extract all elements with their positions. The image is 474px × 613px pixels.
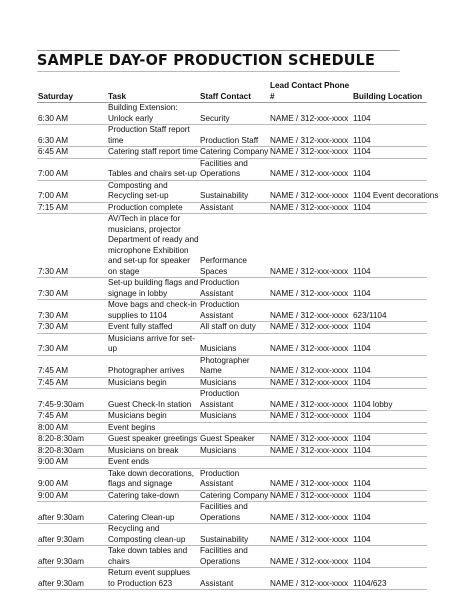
cell-time: 9:00 AM bbox=[37, 468, 107, 490]
table-row bbox=[37, 422, 427, 434]
cell-phone bbox=[269, 457, 352, 469]
cell-staff: Production Assistant bbox=[199, 389, 269, 411]
cell-location: 1104 bbox=[352, 125, 427, 147]
table-header-row bbox=[37, 81, 427, 103]
cell-time: after 9:30am bbox=[37, 502, 107, 524]
cell-staff: Security bbox=[199, 103, 269, 125]
cell-location: 1104 bbox=[352, 434, 427, 446]
cell-location: 1104 bbox=[352, 445, 427, 457]
table-row bbox=[37, 490, 427, 502]
cell-time: after 9:30am bbox=[37, 546, 107, 568]
cell-location bbox=[352, 457, 427, 469]
cell-time: 7:45-9:30am bbox=[37, 389, 107, 411]
table-row bbox=[37, 125, 427, 147]
cell-time: 9:00 AM bbox=[37, 457, 107, 469]
cell-location: 1104 bbox=[352, 158, 427, 180]
cell-time: after 9:30am bbox=[37, 524, 107, 546]
cell-task: Production complete bbox=[107, 202, 199, 214]
cell-location: 1104 Event decorations bbox=[352, 180, 427, 202]
cell-phone: NAME / 312-xxx-xxxx bbox=[269, 158, 352, 180]
cell-staff: All staff on duty bbox=[199, 322, 269, 334]
cell-staff: Catering Company bbox=[200, 490, 269, 500]
cell-location: 1104 bbox=[352, 355, 427, 377]
cell-staff: Facilities and Operations bbox=[199, 546, 269, 568]
table-row bbox=[37, 103, 427, 125]
cell-phone: NAME / 312-xxx-xxxx bbox=[269, 389, 352, 411]
table-row bbox=[37, 355, 427, 377]
cell-task: Return event supplues to Production 623 bbox=[107, 568, 199, 590]
cell-staff: Musicians bbox=[199, 377, 269, 389]
table-row bbox=[37, 300, 427, 322]
cell-phone: NAME / 312-xxx-xxxx bbox=[269, 377, 352, 389]
table-row bbox=[37, 546, 427, 568]
cell-phone: NAME / 312-xxx-xxxx bbox=[269, 490, 352, 502]
column-header-phone: Lead Contact Phone # bbox=[269, 81, 352, 103]
cell-location: 1104 bbox=[352, 468, 427, 490]
cell-time: 7:30 AM bbox=[37, 214, 107, 278]
cell-location: 1104 bbox=[352, 546, 427, 568]
cell-phone: NAME / 312-xxx-xxxx bbox=[269, 214, 352, 278]
cell-staff: Production Assistant bbox=[199, 300, 269, 322]
cell-location: 1104 bbox=[352, 490, 427, 502]
cell-time: 6:45 AM bbox=[37, 147, 107, 159]
cell-location: 623/1104 bbox=[352, 300, 427, 322]
cell-phone: NAME / 312-xxx-xxxx bbox=[269, 180, 352, 202]
cell-location: 1104/623 bbox=[352, 568, 427, 590]
cell-time: 7:00 AM bbox=[37, 180, 107, 202]
table-row bbox=[37, 147, 427, 159]
table-row bbox=[37, 445, 427, 457]
schedule-table bbox=[37, 81, 439, 590]
cell-task: Catering staff report time bbox=[108, 147, 198, 156]
cell-location: 1104 bbox=[352, 214, 427, 278]
cell-phone: NAME / 312-xxx-xxxx bbox=[269, 434, 352, 446]
cell-location: 1104 bbox=[352, 278, 427, 300]
cell-staff: Facilities and Operations bbox=[199, 158, 269, 180]
cell-task: Building Extension: Unlock early bbox=[107, 103, 199, 125]
cell-staff: Assistant bbox=[199, 568, 269, 590]
cell-task: Musicians begin bbox=[107, 411, 199, 423]
table-row bbox=[37, 568, 427, 590]
cell-phone: NAME / 312-xxx-xxxx bbox=[269, 333, 352, 355]
table-row bbox=[37, 411, 427, 423]
cell-staff: Musicians bbox=[199, 333, 269, 355]
cell-time: 7:30 AM bbox=[37, 278, 107, 300]
table-row bbox=[37, 502, 427, 524]
cell-phone: NAME / 312-xxx-xxxx bbox=[269, 468, 352, 490]
cell-phone: NAME / 312-xxx-xxxx bbox=[269, 546, 352, 568]
column-header-day: Saturday bbox=[37, 81, 107, 103]
cell-task: Tables and chairs set-up bbox=[107, 158, 199, 180]
cell-time: 8:20-8:30am bbox=[37, 434, 107, 446]
table-row bbox=[37, 202, 427, 214]
cell-task: Guest speaker greetings bbox=[108, 434, 198, 443]
cell-staff: Production Assistant bbox=[199, 278, 269, 300]
table-row bbox=[37, 389, 427, 411]
table-row bbox=[37, 468, 427, 490]
table-row bbox=[37, 333, 427, 355]
cell-location: 1104 bbox=[352, 103, 427, 125]
cell-phone: NAME / 312-xxx-xxxx bbox=[269, 300, 352, 322]
table-row bbox=[37, 377, 427, 389]
cell-staff: Sustainability bbox=[199, 180, 269, 202]
cell-staff: Facilities and Operations bbox=[199, 502, 269, 524]
cell-task: Recycling and Composting clean-up bbox=[107, 524, 199, 546]
column-header-location: Building Location bbox=[352, 81, 427, 103]
cell-phone: NAME / 312-xxx-xxxx bbox=[269, 355, 352, 377]
cell-staff: Sustainability bbox=[199, 524, 269, 546]
cell-phone: NAME / 312-xxx-xxxx bbox=[269, 411, 352, 423]
cell-staff: Photographer Name bbox=[199, 355, 269, 377]
cell-time: 7:30 AM bbox=[37, 333, 107, 355]
cell-phone: NAME / 312-xxx-xxxx bbox=[269, 568, 352, 590]
cell-time: 7:45 AM bbox=[37, 411, 107, 423]
cell-time: 6:30 AM bbox=[37, 125, 107, 147]
cell-phone: NAME / 312-xxx-xxxx bbox=[269, 322, 352, 334]
cell-staff: Production Staff bbox=[199, 125, 269, 147]
cell-staff: Performance Spaces bbox=[199, 214, 269, 278]
cell-task: Photographer arrives bbox=[107, 355, 199, 377]
cell-location: 1104 bbox=[352, 322, 427, 334]
cell-time: 7:45 AM bbox=[37, 355, 107, 377]
cell-task: Composting and Recycling set-up bbox=[107, 180, 199, 202]
table-row bbox=[37, 322, 427, 334]
cell-time: 7:30 AM bbox=[37, 322, 107, 334]
cell-task: Take down decorations, flags and signage bbox=[107, 468, 199, 490]
cell-phone: NAME / 312-xxx-xxxx bbox=[269, 125, 352, 147]
cell-task: Musicians begin bbox=[107, 377, 199, 389]
cell-staff: Catering Company bbox=[200, 147, 269, 156]
table-row bbox=[37, 214, 427, 278]
cell-task: Musicians on break bbox=[107, 445, 199, 457]
cell-task: Event fully staffed bbox=[107, 322, 199, 334]
cell-location bbox=[352, 422, 427, 434]
cell-location: 1104 bbox=[352, 147, 427, 159]
table-row bbox=[37, 457, 427, 469]
cell-time: 6:30 AM bbox=[37, 103, 107, 125]
cell-time: 7:00 AM bbox=[37, 158, 107, 180]
cell-location: 1104 bbox=[352, 333, 427, 355]
cell-staff: Guest Speaker bbox=[199, 434, 269, 446]
table-row bbox=[37, 524, 427, 546]
cell-task: Move bags and check-in supplies to 1104 bbox=[107, 300, 199, 322]
cell-task: Musicians arrive for set-up bbox=[107, 333, 199, 355]
cell-staff bbox=[199, 457, 269, 469]
cell-staff: Musicians bbox=[199, 411, 269, 423]
cell-phone: NAME / 312-xxx-xxxx bbox=[269, 502, 352, 524]
column-header-staff: Staff Contact bbox=[199, 81, 269, 103]
cell-time: 8:20-8:30am bbox=[37, 445, 107, 457]
cell-staff bbox=[199, 422, 269, 434]
cell-time: 7:45 AM bbox=[37, 377, 107, 389]
cell-location: 1104 bbox=[352, 202, 427, 214]
cell-location: 1104 bbox=[352, 502, 427, 524]
cell-staff: Production Assistant bbox=[199, 468, 269, 490]
cell-phone: NAME / 312-xxx-xxxx bbox=[269, 278, 352, 300]
cell-task: AV/Tech in place for musicians, projector Department of ready and microphone Exhibition and set-up for speaker on stage bbox=[108, 214, 199, 276]
cell-location: 1104 bbox=[352, 524, 427, 546]
cell-phone: NAME / 312-xxx-xxxx bbox=[269, 445, 352, 457]
cell-time: 7:15 AM bbox=[37, 202, 107, 214]
cell-location: 1104 lobby bbox=[352, 389, 427, 411]
cell-location: 1104 bbox=[352, 377, 427, 389]
cell-task: Take down tables and chairs bbox=[107, 546, 199, 568]
cell-time: 9:00 AM bbox=[37, 490, 107, 502]
cell-time: 8:00 AM bbox=[37, 422, 107, 434]
cell-task: Guest Check-In station bbox=[107, 389, 199, 411]
page-title: SAMPLE DAY-OF PRODUCTION SCHEDULE bbox=[37, 50, 400, 72]
cell-phone: NAME / 312-xxx-xxxx bbox=[269, 103, 352, 125]
cell-location: 1104 bbox=[352, 411, 427, 423]
cell-staff: Musicians bbox=[199, 445, 269, 457]
cell-task: Event ends bbox=[107, 457, 199, 469]
column-header-task: Task bbox=[107, 81, 199, 103]
cell-phone: NAME / 312-xxx-xxxx bbox=[269, 147, 352, 159]
cell-staff: Assistant bbox=[199, 202, 269, 214]
table-row bbox=[37, 180, 427, 202]
cell-time: 7:30 AM bbox=[37, 300, 107, 322]
table-row bbox=[37, 434, 427, 446]
cell-task: Event begins bbox=[107, 422, 199, 434]
cell-phone: NAME / 312-xxx-xxxx bbox=[269, 524, 352, 546]
cell-phone: NAME / 312-xxx-xxxx bbox=[269, 202, 352, 214]
table-row bbox=[37, 278, 427, 300]
cell-task: Catering take-down bbox=[107, 490, 199, 502]
cell-task: Production Staff report time bbox=[107, 125, 199, 147]
cell-time: after 9:30am bbox=[37, 568, 107, 590]
cell-task: Catering Clean-up bbox=[107, 502, 199, 524]
document-page bbox=[37, 50, 439, 590]
cell-phone bbox=[269, 422, 352, 434]
cell-task: Set-up building flags and signage in lobby bbox=[108, 278, 199, 298]
table-row bbox=[37, 158, 427, 180]
